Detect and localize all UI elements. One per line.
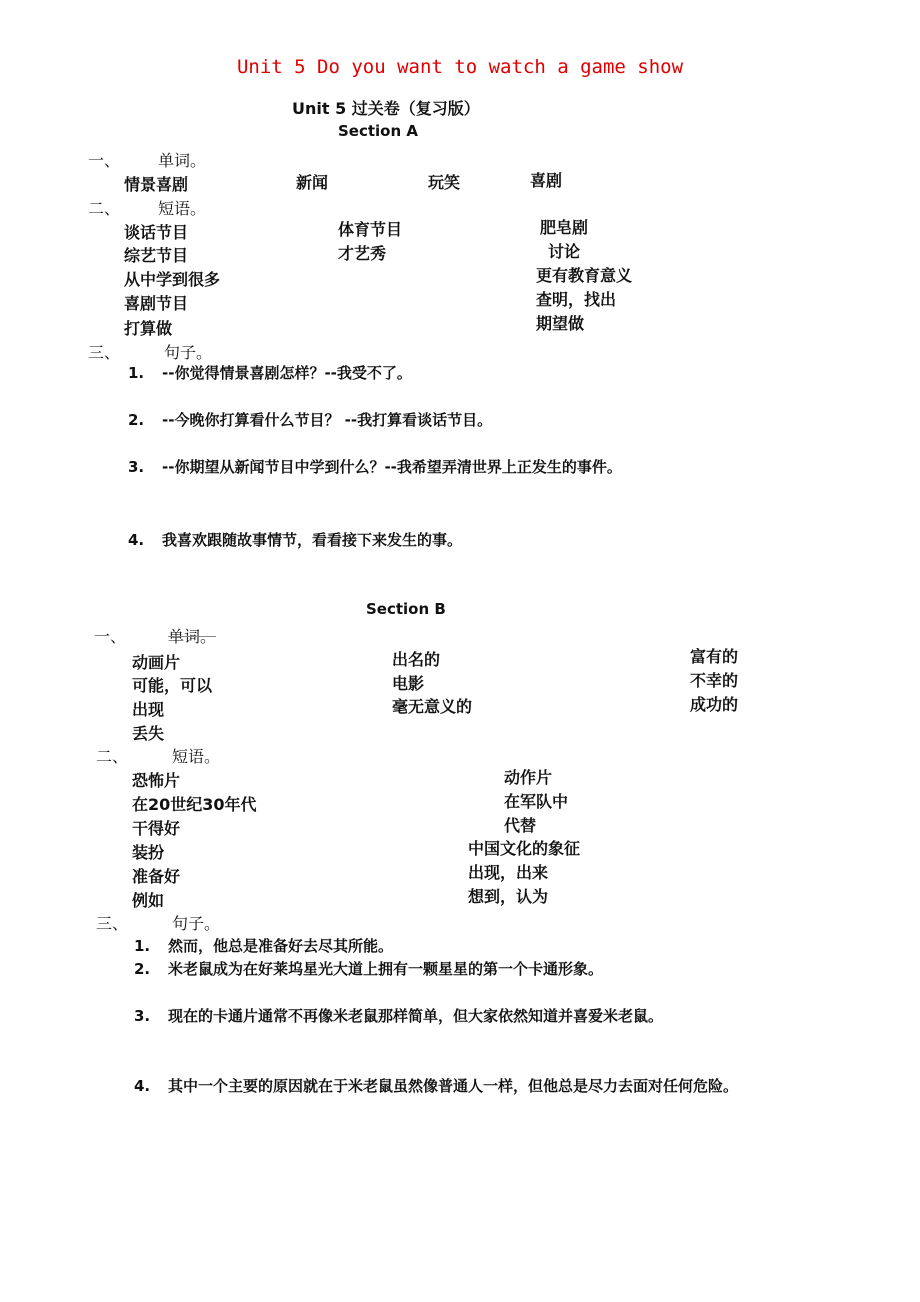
phrase-item: 在军队中: [504, 792, 569, 811]
sentence-number: 4.: [134, 1077, 151, 1095]
sentence-text: --今晚你打算看什么节目？ --我打算看谈话节目。: [162, 411, 493, 429]
section-a-phrases-heading: [88, 196, 206, 219]
phrase-item: 更有教育意义: [536, 266, 633, 285]
sentence-text: 米老鼠成为在好莱坞星光大道上拥有一颗星星的第一个卡通形象。: [168, 960, 604, 978]
word-item: 动画片: [132, 653, 181, 672]
word-item: 出名的: [392, 650, 441, 669]
section-label: 句子。: [172, 914, 221, 933]
sentence-number: 1.: [134, 937, 151, 955]
section-b-sentences-heading: [96, 911, 220, 934]
phrase-item: 才艺秀: [338, 244, 387, 263]
section-a-heading: Section A: [338, 122, 418, 140]
phrase-item: 从中学到很多: [124, 270, 221, 289]
word-item: 不幸的: [690, 671, 739, 690]
sentence-item: [134, 1073, 814, 1099]
phrase-item: 在20世纪30年代: [132, 795, 257, 814]
phrase-item: 喜剧节目: [124, 294, 189, 313]
phrase-item: 查明，找出: [536, 290, 617, 309]
sentence-text: 其中一个主要的原因就在于米老鼠虽然像普通人一样，但他总是尽力去面对任何危险。: [168, 1077, 739, 1095]
phrase-item: 恐怖片: [132, 771, 181, 790]
phrase-item: 打算做: [124, 319, 173, 338]
phrase-item: 体育节目: [338, 220, 403, 239]
section-number: 一、: [88, 151, 121, 170]
sentence-text: 我喜欢跟随故事情节，看看接下来发生的事。: [162, 531, 463, 549]
phrase-item: 出现，出来: [468, 863, 549, 882]
phrase-item: 中国文化的象征: [468, 839, 581, 858]
section-label: 单词。: [158, 151, 207, 170]
section-a-words-heading: [88, 148, 206, 171]
section-number: 三、: [88, 343, 121, 362]
word-item: 电影: [392, 674, 425, 693]
section-b-heading: Section B: [366, 600, 446, 618]
section-b-words-heading: [94, 624, 216, 647]
sentence-number: 3.: [128, 458, 145, 476]
sentence-item: [128, 456, 622, 477]
sentence-number: 1.: [128, 364, 145, 382]
word-item: 丢失: [132, 724, 165, 743]
section-a-sentences-heading: [88, 340, 212, 363]
sentence-item: [134, 935, 393, 956]
sentence-item: [134, 1005, 663, 1026]
sentence-number: 3.: [134, 1007, 151, 1025]
phrase-item: 综艺节目: [124, 246, 189, 265]
word-item: 成功的: [690, 695, 739, 714]
section-number: 二、: [96, 747, 129, 766]
word-item: 玩笑: [428, 173, 461, 192]
section-label: 句子。: [164, 343, 213, 362]
word-item: 新闻: [296, 173, 329, 192]
phrase-item: 想到，认为: [468, 887, 549, 906]
sentence-number: 2.: [128, 411, 145, 429]
sentence-text: --你觉得情景喜剧怎样？--我受不了。: [162, 364, 412, 382]
sentence-item: [128, 362, 412, 383]
section-label: 短语。: [172, 747, 221, 766]
word-item: 可能，可以: [132, 676, 213, 695]
phrase-item: 动作片: [504, 768, 553, 787]
phrase-item: 谈话节目: [124, 223, 189, 242]
phrase-item: 干得好: [132, 819, 181, 838]
word-item: 情景喜剧: [124, 175, 189, 194]
section-label: 短语。: [158, 199, 207, 218]
phrase-item: 例如: [132, 891, 165, 910]
word-item: 喜剧: [530, 171, 563, 190]
document-title: Unit 5 Do you want to watch a game show: [236, 56, 684, 78]
phrase-item: 装扮: [132, 843, 165, 862]
section-b-phrases-heading: [96, 744, 220, 767]
section-number: 二、: [88, 199, 121, 218]
phrase-item: 准备好: [132, 867, 181, 886]
word-item: 毫无意义的: [392, 697, 473, 716]
sentence-item: [128, 529, 462, 550]
document-subtitle: Unit 5 过关卷（复习版）: [292, 99, 480, 118]
section-number: 三、: [96, 914, 129, 933]
sentence-item: [128, 409, 492, 430]
section-label: 单词。: [168, 627, 217, 646]
sentence-number: 4.: [128, 531, 145, 549]
word-item: 富有的: [690, 647, 739, 666]
phrase-item: 期望做: [536, 314, 585, 333]
section-number: 一、: [94, 627, 127, 646]
phrase-item: 肥皂剧: [540, 218, 589, 237]
phrase-item: 讨论: [548, 242, 581, 261]
sentence-text: 然而，他总是准备好去尽其所能。: [168, 937, 394, 955]
sentence-text: 现在的卡通片通常不再像米老鼠那样简单，但大家依然知道并喜爱米老鼠。: [168, 1007, 664, 1025]
sentence-text: --你期望从新闻节目中学到什么？--我希望弄清世界上正发生的事件。: [162, 458, 622, 476]
phrase-item: 代替: [504, 816, 537, 835]
sentence-number: 2.: [134, 960, 151, 978]
sentence-item: [134, 958, 603, 979]
word-item: 出现: [132, 700, 165, 719]
